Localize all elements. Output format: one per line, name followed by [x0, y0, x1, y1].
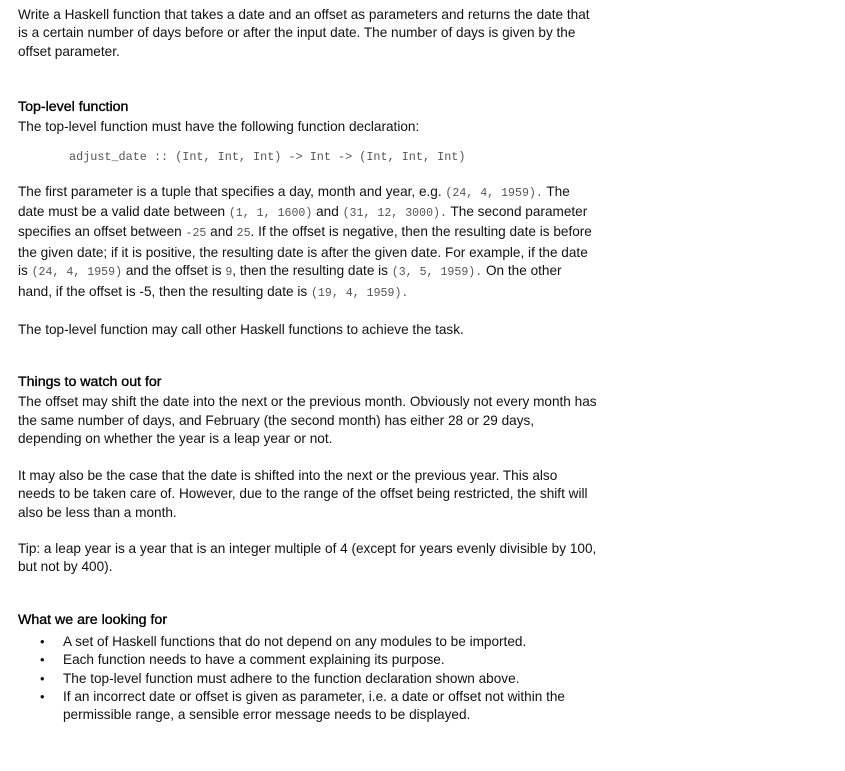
heading-things-to-watch-out-for: Things to watch out for	[18, 374, 162, 391]
year-shift-paragraph: It may also be the case that the date is shifted into the next or the previous year. This also needs to be taken care of. However, due to the range of the offset being restricted, the shift will also be less than a month.	[18, 467, 588, 520]
bullet-icon: •	[40, 633, 45, 649]
list-item: • A set of Haskell functions that do not depend on any modules to be imported.	[18, 633, 598, 651]
requirements-list	[18, 633, 598, 725]
list-item: • The top-level function must adhere to the function declaration shown above.	[18, 670, 598, 688]
parameters-paragraph: The first parameter is a tuple that specifies a day, month and year, e.g. (24, 4, 1959). The date must be a valid date between (1, 1, 1600) and (31, 12, 3000). The second parameter specifies an offset between -25 and 25. If the offset is negative, then the resulting date is before the given date; if it is positive, the resulting date is after the given date. For example, if the date is (24, 4, 1959) and the offset is 9, then the resulting date is (3, 5, 1959). On the other hand, if the offset is -5, then the resulting date is (19, 4, 1959).	[18, 183, 592, 300]
function-declaration-code: adjust_date :: (Int, Int, Int) -> Int -> (Int, Int, Int)	[69, 149, 466, 164]
declaration-intro: The top-level function must have the following function declaration:	[18, 119, 420, 135]
bullet-icon: •	[40, 652, 45, 668]
intro-paragraph: Write a Haskell function that takes a date and an offset as parameters and returns the date that is a certain number of days before or after the input date. The number of days is given by the offset parameter.	[18, 7, 590, 59]
heading-what-we-are-looking-for: What we are looking for	[18, 611, 168, 628]
bullet-icon: •	[40, 670, 45, 686]
helper-functions-paragraph: The top-level function may call other Haskell functions to achieve the task.	[18, 322, 464, 338]
heading-top-level-function: Top-level function	[18, 99, 129, 116]
month-shift-paragraph: The offset may shift the date into the next or the previous month. Obviously not every month has the same number of days, and February (the second month) has either 28 or 29 days, depending on whether the year is a leap year or not.	[18, 394, 597, 447]
bullet-icon: •	[40, 688, 45, 704]
document-body	[18, 6, 598, 725]
leap-year-tip: Tip: a leap year is a year that is an integer multiple of 4 (except for years evenly divisible by 100, but not by 400).	[18, 540, 597, 575]
list-item: • If an incorrect date or offset is given as parameter, i.e. a date or offset not within the permissible range, a sensible error message needs to be displayed.	[40, 688, 565, 723]
list-item: • Each function needs to have a comment explaining its purpose.	[18, 651, 598, 669]
